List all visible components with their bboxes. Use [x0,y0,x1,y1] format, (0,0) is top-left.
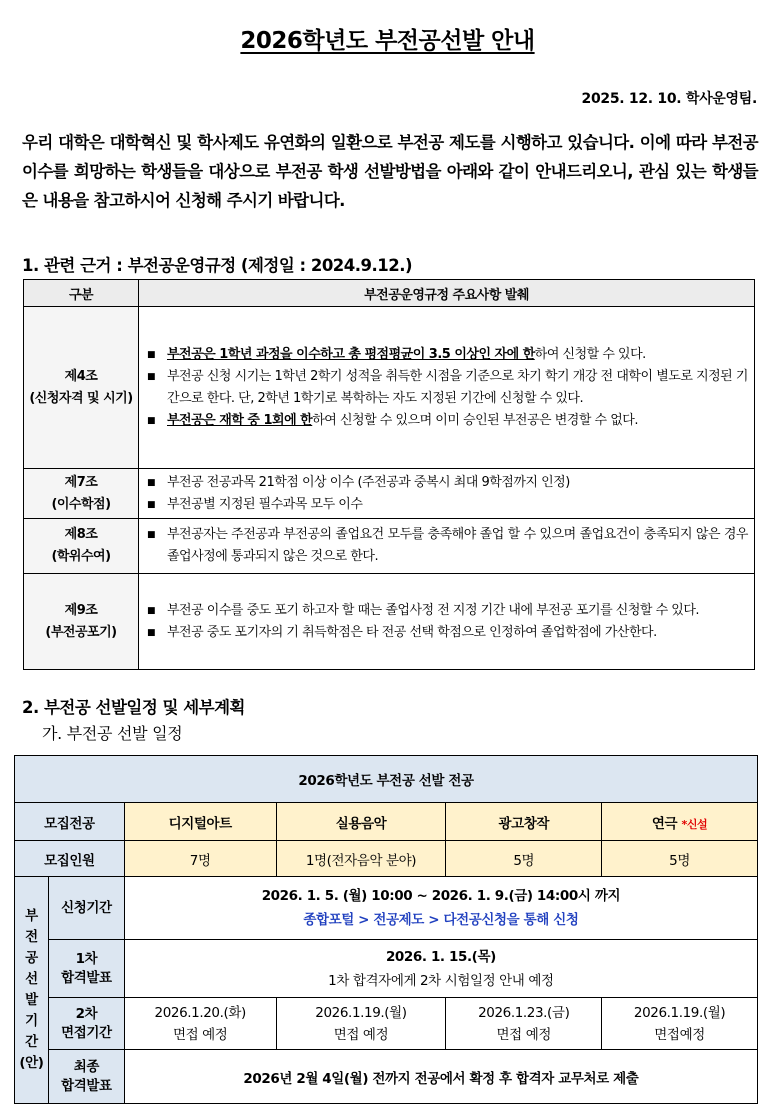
final-result-cell: 2026년 2월 4일(월) 전까지 전공에서 확정 후 합격자 교무처로 제출 [124,1050,757,1104]
majors-row [15,803,758,841]
first-result-cell: 2026. 1. 15.(목) 1차 합격자에게 2차 시험일정 안내 예정 [124,940,757,998]
first-result-row [15,940,758,998]
list-item: ■ 부전공은 재학 중 1회에 한하여 신청할 수 있으며 이미 승인된 부전공은 변경할 수 없다. [147,410,748,432]
count-row [15,841,758,877]
col-header-category: 구분 [24,280,139,307]
interview-cell: 2026.1.20.(화) 면접 예정 [124,998,276,1050]
list-item: ■ 부전공별 지정된 필수과목 모두 이수 [147,494,748,516]
major-cell: 디지털아트 [124,803,276,841]
list-item: ■ 부전공 전공과목 21학점 이상 이수 (주전공과 중복시 최대 9학점까지 인정) [147,472,748,494]
count-cell: 5명 [602,841,758,877]
interview-cell: 2026.1.19.(월) 면접예정 [602,998,758,1050]
schedule-table-title: 2026학년도 부전공 선발 전공 [15,756,758,803]
intro-paragraph: 우리 대학은 대학혁신 및 학사제도 유연화의 일환으로 부전공 제도를 시행하고 있습니다. 이에 따라 부전공 이수를 희망하는 학생들을 대상으로 부전공 학생 선발방법을 아래와 같이 안내드리오니, 관심 있는 학생들은 내용을 참고하시어 신청해 주시기 바랍니다. [22,133,758,210]
col-header-summary: 부전공운영규정 주요사항 발췌 [139,280,755,307]
table-row [24,307,755,469]
table-row [24,469,755,519]
list-item: ■ 부전공은 1학년 과정을 이수하고 총 평점평균이 3.5 이상인 자에 한하여 신청할 수 있다. [147,344,748,366]
interview-row [15,998,758,1050]
section1-heading: 1. 관련 근거 : 부전공운영규정 (제정일 : 2024.9.12.) [22,256,413,275]
count-cell: 1명(전자음악 분야) [276,841,446,877]
table-row [24,574,755,670]
count-label: 모집인원 [15,841,125,877]
apply-label: 신청기간 [48,877,124,940]
first-result-label: 1차 합격발표 [48,940,124,998]
apply-row [15,877,758,940]
major-cell: 연극 *신설 [602,803,758,841]
count-cell: 7명 [124,841,276,877]
major-cell: 실용음악 [276,803,446,841]
list-item: ■ 부전공 이수를 중도 포기 하고자 할 때는 졸업사정 전 지정 기간 내에 부전공 포기를 신청할 수 있다. [147,600,748,622]
schedule-table [14,755,758,1104]
apply-period-cell: 2026. 1. 5. (월) 10:00 ~ 2026. 1. 9.(금) 14:00시 까지 종합포털 > 전공제도 > 다전공신청을 통해 신청 [124,877,757,940]
new-tag: *신설 [681,817,708,831]
regulation-table [23,279,755,670]
article-label: 제8조 (학위수여) [24,519,139,574]
table-row [24,519,755,574]
interview-label: 2차 면접기간 [48,998,124,1050]
final-result-row [15,1050,758,1104]
article-label: 제4조 (신청자격 및 시기) [24,307,139,469]
article-label: 제7조 (이수학점) [24,469,139,519]
list-item: ■ 부전공 중도 포기자의 기 취득학점은 타 전공 선택 학점으로 인정하여 졸업학점에 가산한다. [147,622,748,644]
section2-heading: 2. 부전공 선발일정 및 세부계획 [22,698,245,717]
major-cell: 광고창작 [446,803,602,841]
interview-cell: 2026.1.23.(금) 면접 예정 [446,998,602,1050]
interview-cell: 2026.1.19.(월) 면접 예정 [276,998,446,1050]
regulation-table-header [24,280,755,307]
period-label: 부 전 공 선 발 기 간 (안) [15,877,49,1104]
majors-label: 모집전공 [15,803,125,841]
section2-subheading: 가. 부전공 선발 일정 [42,724,183,743]
article-label: 제9조 (부전공포기) [24,574,139,670]
list-item: ■ 부전공 신청 시기는 1학년 2학기 성적을 취득한 시점을 기준으로 차기 학기 개강 전 대학이 별도로 지정된 기간으로 한다. 단, 2학년 1학기로 복학하는 자도 지정된 기간에 신청할 수 있다. [147,366,748,410]
count-cell: 5명 [446,841,602,877]
issue-date: 2025. 12. 10. 학사운영팀. [581,91,757,107]
final-result-label: 최종 합격발표 [48,1050,124,1104]
apply-method: 종합포털 > 전공제도 > 다전공신청을 통해 신청 [303,912,579,928]
page-title: 2026학년도 부전공선발 안내 [240,28,535,54]
list-item: ■ 부전공자는 주전공과 부전공의 졸업요건 모두를 충족해야 졸업 할 수 있으며 졸업요건이 충족되지 않은 경우 졸업사정에 통과되지 않은 것으로 한다. [147,524,748,568]
